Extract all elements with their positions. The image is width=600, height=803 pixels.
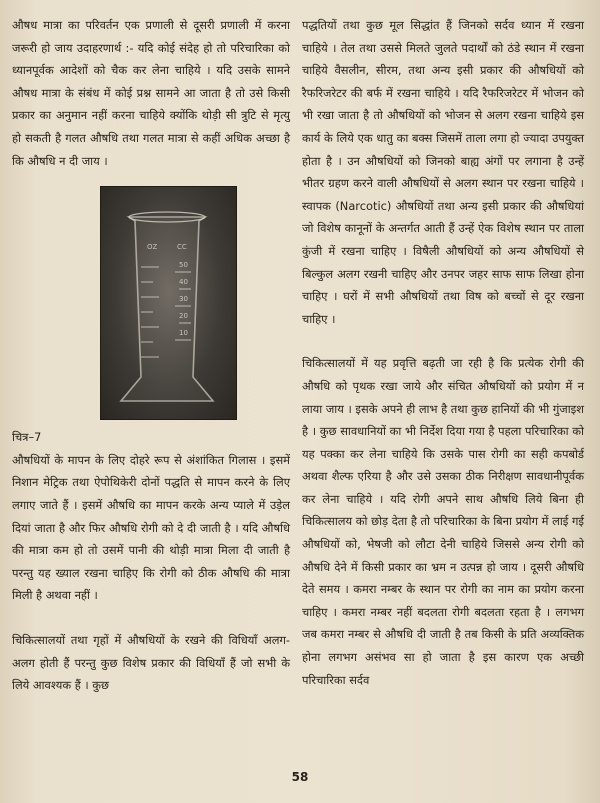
beaker-marking-40: 40 [179, 278, 188, 287]
beaker-marking-10: 10 [179, 329, 188, 338]
left-paragraph-3: चिकित्सालयों तथा गृहों में औषधियों के रखने की विधियाँ अलग-अलग होती हैं परन्तु कुछ विशेष प्रकार की विधियाँ हैं जो सभी के लिये आवश्यक हैं । कुछ [12, 632, 290, 693]
right-column [302, 14, 584, 691]
left-column [12, 14, 290, 697]
beaker-marking-30: 30 [179, 295, 188, 304]
figure-7 [12, 186, 290, 426]
page-number: 58 [291, 770, 309, 784]
beaker-marking-cc: CC [177, 243, 187, 252]
left-paragraph-2: औषधियों के मापन के लिए दोहरे रूप से अंशांकित गिलास । इसमें निशान मेट्रिक तथा ऐपोथिकेरी दोनों पद्धति से मापन करने के लिए लगाए जाते हैं । इसमें औषधि का मापन करके अन्य प्याले में उड़ेल दियां जाता है और फिर औषधि रोगी को दे दी जाती है । यदि औषधि की मात्रा कम हो तो उसमें पानी की थोड़ी मात्रा मिला दी जाती है परन्तु यह ख्याल रखना चाहिए कि रोगी को ठीक औषधि की मात्रा मिली है अथवा नहीं । [12, 452, 290, 603]
paragraph-gap [302, 330, 584, 352]
beaker-marking-20: 20 [179, 312, 188, 321]
right-paragraph-1: पद्धतियों तथा कुछ मूल सिद्धांत हैं जिनको सर्दव ध्यान में रखना चाहिये । तेल तथा उससे मिलते जुलते पदार्थों को ठंडे स्थान में रखना चाहिये वैसलीन, सीरम, तथा अन्य इसी प्रकार की औषधियों को रैफरिजरेटर की बर्फ में रखना चाहिये । यदि रैफरिजरेटर में भोजन को भी रखा जाता है तो औषधियों को भोजन से अलग रखना चाहिये इस कार्य के लिये एक धातु का बक्स जिसमें ताला लगा हो ज्यादा उपयुक्त होता है । उन औषधियों को जिनको बाह्य अंगों पर लगाना है उन्हें भीतर ग्रहण करने वाली औषधियों से अलग स्थान पर रखना चाहिये । स्वापक (Narcotic) औषधियों तथा अन्य इसी प्रकार की औषधियां जो विशेष कानूनों के अन्तर्गत आती हैं उन्हें ऐक विशेष स्थान पर ताला कुंजी में रखना चाहिए । विषैली औषधियों को अन्य औषधियों से बिल्कुल अलग रखनी चाहिए और उनपर जहर साफ साफ लिखा होना चाहिए । घरों में सभी औषधियों तथा विष को बच्चों से दूर रखना चाहिए । [302, 18, 584, 326]
beaker-marking-oz: OZ [147, 243, 158, 252]
left-paragraph-1: औषध मात्रा का परिवर्तन एक प्रणाली से दूसरी प्रणाली में करना जरूरी हो जाय उदाहरणार्थ :- यदि कोई संदेह हो तो परिचारिका को ध्यानपूर्वक आदेशों को चैक कर लेना चाहिये । यदि उसके सामने औषध मात्रा के संबंध में कोई प्रश्न सामने आ जाता है तो उसे किसी प्रकार का अनुमान नहीं करना चाहिये क्योंकि थोड़ी सी त्रुटि से मृत्यु हो सकती है गलत औषधि तथा गलत मात्रा से कहीं अधिक अच्छा है कि औषधि न दी जाय । [12, 18, 290, 168]
right-paragraph-2: चिकित्सालयों में यह प्रवृत्ति बढ़ती जा रही है कि प्रत्येक रोगी की औषधि को पृथक रखा जाये और संचित औषधियों को प्रयोग में न लाया जाय । इसके अपने ही लाभ है तथा कुछ हानियों की भी गुंजाइश है । कुछ सावधानियों का भी निर्देश दिया गया है पहला परिचारिका को यह पक्का कर लेना चाहिये कि उसके पास रोगी का सही कपबोर्ड अथवा शैल्फ एरिया है और उसे उसका ठीक निरीक्षण सावधानीपूर्वक कर लेना चाहिये । यदि रोगी अपने साथ औषधि लिये बिना ही चिकित्सालय को छोड़ देता है तो परिचारिका के बिना प्रयोग में लाई गई औषधियों को, भेषजी को लौटा देनी चाहिये जिससे अन्य रोगी को औषधि देने में किसी प्रकार का भ्रम न उत्पन्न हो जाय । दूसरी औषधि देते समय । कमरा नम्बर के स्थान पर रोगी का नाम का प्रयोग करना चाहिए । कमरा नम्बर नहीं बदलता रोगी बदलता रहता है । लगभग जब कमरा नम्बर से औषधि दी जाती है तब किसी के प्रति अव्यक्तिक होना लगभग असंभव सा हो जाता है इस कारण एक अच्छी परिचारिका सर्दव [302, 356, 584, 687]
paragraph-gap [12, 607, 290, 629]
beaker-marking-50: 50 [179, 261, 188, 270]
measuring-glass-photo [100, 186, 237, 420]
measuring-glass-illustration [101, 187, 236, 419]
figure-caption: चित्र–7 [12, 430, 42, 445]
